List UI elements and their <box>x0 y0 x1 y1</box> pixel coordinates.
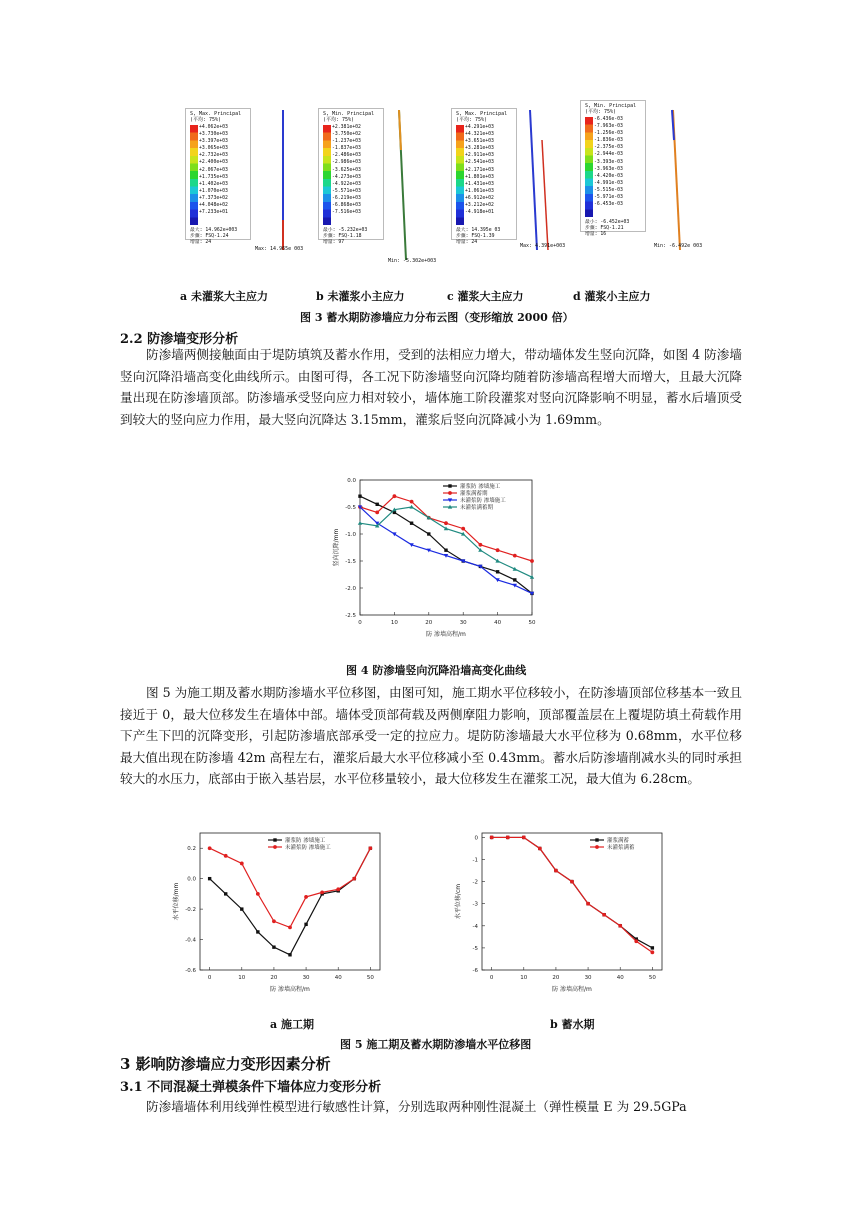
legend-footer-line: 增量: 97 <box>323 240 345 245</box>
plot-frame <box>200 833 380 970</box>
x-tick-label: 20 <box>552 975 560 981</box>
y-tick-label: -1.0 <box>345 532 356 538</box>
legend-value: -1.836e-03 <box>594 138 623 144</box>
data-point <box>375 511 379 515</box>
x-axis-label: 防 渗墙高程/m <box>552 986 592 993</box>
legend-value: -5.571e+03 <box>332 188 361 194</box>
data-point <box>272 919 276 923</box>
y-tick-label: -3 <box>472 901 478 908</box>
x-tick-label: 20 <box>425 620 433 626</box>
x-tick-label: 30 <box>459 620 467 626</box>
x-tick-label: 10 <box>520 975 528 981</box>
legend-value: +7.233e+01 <box>199 210 228 216</box>
legend-value: -5.515e-03 <box>594 187 623 193</box>
y-tick-label: 0.2 <box>187 846 196 853</box>
x-tick-label: 30 <box>584 975 592 981</box>
data-point <box>352 877 356 881</box>
data-point <box>368 846 372 850</box>
data-point <box>240 862 244 866</box>
legend-value: +2.911e+03 <box>465 153 494 159</box>
legend-value: +2.067e+03 <box>199 167 228 173</box>
plot-frame <box>482 833 662 970</box>
fig3-caption: 图 3 蓄水期防渗墙应力分布云图（变形缩放 2000 倍） <box>300 311 574 324</box>
legend-footer-line: 最小: -5.232e+03 <box>323 228 368 233</box>
data-point <box>256 930 259 933</box>
legend-footer-line: 增量: 16 <box>585 232 607 237</box>
fig5b-chart <box>450 828 672 998</box>
data-point <box>554 869 558 873</box>
legend-title: S, Min. Principal (平均: 75%) <box>323 111 375 123</box>
x-tick-label: 50 <box>648 975 656 981</box>
legend-value: -6.436e-03 <box>594 117 623 122</box>
legend-value: +1.431e+03 <box>465 181 494 187</box>
y-tick-label: 0 <box>474 835 478 842</box>
data-point <box>288 925 292 929</box>
legend-marker <box>448 491 452 495</box>
y-tick-label: -0.4 <box>185 937 196 944</box>
section-3-1-paragraph: 防渗墙墙体利用线弹性模型进行敏感性计算，分别选取两种刚性混凝土（弹性模量 E 为 29.5GPa <box>146 1099 687 1114</box>
legend-marker <box>595 845 599 849</box>
data-point <box>490 836 494 840</box>
data-point <box>618 924 622 928</box>
y-tick-label: -2 <box>472 879 478 886</box>
legend-value: +3.397e+03 <box>199 139 228 145</box>
legend-value: +3.065e+03 <box>199 146 228 152</box>
legend-value: -7.963e-03 <box>594 124 623 130</box>
series-line <box>360 507 532 577</box>
min-label-d: Min: -6.492e 003 <box>654 243 703 249</box>
y-tick-label: -1.5 <box>345 559 356 565</box>
fig5-description-paragraph: 图 5 为施工期及蓄水期防渗墙水平位移图，由图可知，施工期水平位移较小，在防渗墙顶部位移基本一致且接近于 0，最大位移发生在墙体中部。墙体受顶部荷载及两侧摩阻力影响，顶部覆盖层在上覆堤防填土荷载作用下产生下凹的沉降变形，引起防渗墙底部承受一定的拉应力。堤防防渗墙最大水平位移为 0.68mm，水平位移最大值出现在防渗墙 42m 高程左右，灌浆后最大水平位移减小至 0.43mm。蓄水后防渗墙削减水头的同时承担较大的水压力，底部由于嵌入基岩层，水平位移量较小，最大位移发生在灌浆工况，最大值为 6.28cm。 <box>120 685 742 786</box>
data-point <box>634 939 638 943</box>
data-point <box>506 836 510 840</box>
legend-value: -4.420e-03 <box>594 173 623 179</box>
data-point <box>496 570 499 573</box>
legend-label: 未灌浆防 渗墙施工 <box>460 498 506 504</box>
legend-value: +2.732e+03 <box>199 153 228 159</box>
y-tick-label: 0.0 <box>347 478 356 484</box>
x-tick-label: 0 <box>489 975 494 981</box>
x-tick-label: 0 <box>207 975 212 981</box>
legend-marker <box>273 845 277 849</box>
legend-value: -6.868e+03 <box>332 203 361 209</box>
legend-value: +3.281e+03 <box>465 146 494 152</box>
data-point <box>304 895 308 899</box>
legend-value: -4.918e+01 <box>465 210 494 216</box>
data-point <box>358 495 361 498</box>
data-point <box>376 503 379 506</box>
legend-value: +7.373e+02 <box>199 195 228 201</box>
x-tick-label: 50 <box>528 620 536 626</box>
y-tick-label: -2.5 <box>345 613 356 619</box>
legend-value: -3.963e-03 <box>594 166 623 172</box>
legend-value: +4.321e+03 <box>465 132 494 138</box>
legend-value: -4.991e-03 <box>594 180 623 186</box>
fig3-label-b: b 未灌浆小主应力 <box>316 290 405 303</box>
max-label-a: Max: 14.965e 003 <box>255 246 304 252</box>
legend-value: +2.400e+03 <box>199 160 228 166</box>
legend-value: +1.061e+03 <box>465 188 494 194</box>
legend-marker <box>595 838 598 841</box>
data-point <box>240 907 243 910</box>
legend-footer-line: 增量: 24 <box>190 240 212 245</box>
x-tick-label: 10 <box>390 620 398 626</box>
data-point <box>479 543 483 547</box>
data-point <box>304 923 307 926</box>
data-point <box>288 953 291 956</box>
data-point <box>444 549 447 552</box>
section-2-2-heading: 2.2 防渗墙变形分析 <box>120 332 239 347</box>
fig3-label-c: c 灌浆大主应力 <box>447 290 524 303</box>
data-point <box>224 854 228 858</box>
legend-value: +2.381e+02 <box>332 125 361 130</box>
series-line <box>360 496 532 593</box>
x-tick-label: 50 <box>366 975 374 981</box>
data-point <box>444 521 448 525</box>
data-point <box>208 877 211 880</box>
min-label-b: Min: -5.302e+003 <box>388 258 437 264</box>
legend-value: +4.291e+03 <box>465 125 494 130</box>
y-axis-label: 水平位移/mm <box>173 882 180 921</box>
fig4-chart <box>325 470 545 645</box>
legend-label: 未灌浆防 渗墙施工 <box>285 845 331 851</box>
legend-title: S, Max. Principal (平均: 75%) <box>190 111 242 123</box>
legend-footer-line: 最大: 14.395e 03 <box>456 228 501 233</box>
section-3-heading: 3 影响防渗墙应力变形因素分析 <box>120 1055 331 1073</box>
legend-footer-line: 增量: 24 <box>456 240 478 245</box>
series-line <box>210 848 371 955</box>
y-tick-label: -0.6 <box>185 968 196 974</box>
fig3-label-a: a 未灌浆大主应力 <box>180 290 268 303</box>
y-tick-label: -4 <box>472 923 478 930</box>
legend-value: +1.402e+03 <box>199 181 228 187</box>
legend-value: -5.971e-03 <box>594 195 623 201</box>
fig4-caption: 图 4 防渗墙竖向沉降沿墙高变化曲线 <box>346 664 527 677</box>
series-line <box>210 848 371 927</box>
legend-value: -4.922e+03 <box>332 181 361 187</box>
y-tick-label: -1 <box>472 857 478 864</box>
data-point <box>538 847 542 851</box>
x-tick-label: 0 <box>358 620 362 626</box>
legend-marker <box>448 484 451 487</box>
legend-marker <box>273 838 276 841</box>
data-point <box>513 554 517 558</box>
legend-value: -6.453e-03 <box>594 202 623 208</box>
legend-label: 未灌浆满蓄期 <box>460 505 494 511</box>
legend-value: +4.062e+03 <box>199 125 228 130</box>
legend-value: +6.912e+02 <box>465 195 494 201</box>
fig5-label-a: a 施工期 <box>270 1018 314 1031</box>
legend-value: +1.735e+03 <box>199 174 228 180</box>
legend-value: -4.273e+03 <box>332 174 361 180</box>
legend-footer-line: 步骤: FSQ-1.39 <box>456 234 495 239</box>
fig5a-chart <box>168 828 390 998</box>
y-tick-label: -0.2 <box>185 907 196 914</box>
legend-title: S, Max. Principal (平均: 75%) <box>456 111 508 123</box>
data-point <box>530 559 534 563</box>
data-point <box>602 913 606 917</box>
data-point <box>513 578 516 581</box>
y-tick-label: 0.0 <box>187 876 196 883</box>
x-tick-label: 40 <box>494 620 502 626</box>
x-tick-label: 30 <box>302 975 310 981</box>
data-point <box>224 892 227 895</box>
legend-value: +1.070e+03 <box>199 188 228 194</box>
data-point <box>586 902 590 906</box>
legend-footer-line: 最小: -6.452e+03 <box>585 220 630 225</box>
legend-value: -3.393e-03 <box>594 159 623 165</box>
legend-value: +3.730e+03 <box>199 132 228 138</box>
legend-value: -2.486e+03 <box>332 153 361 159</box>
series-line <box>492 837 653 952</box>
legend-label: 灌浆防 渗墙施工 <box>460 484 501 490</box>
max-label-c: Max: 4.391e+003 <box>520 243 566 249</box>
y-axis-label: 水平位移/cm <box>455 883 462 920</box>
legend-value: -3.625e+03 <box>332 167 361 173</box>
legend-value: +1.801e+03 <box>465 174 494 180</box>
data-point <box>461 527 465 531</box>
legend-label: 未灌浆满蓄 <box>607 845 635 851</box>
legend-value: +3.212e+02 <box>465 203 494 209</box>
data-point <box>650 950 654 954</box>
legend-title: S, Min. Principal (平均: 75%) <box>585 103 637 115</box>
fig3-label-d: d 灌浆小主应力 <box>573 290 651 303</box>
y-tick-label: -0.5 <box>345 505 356 511</box>
legend-value: -1.256e-03 <box>594 131 623 137</box>
legend-value: +4.048e+02 <box>199 203 228 209</box>
data-point <box>522 836 526 840</box>
legend-value: +2.171e+03 <box>465 167 494 173</box>
legend-value: -6.219e+03 <box>332 195 361 201</box>
fig5-label-b: b 蓄水期 <box>550 1018 595 1031</box>
legend-label: 灌浆防 渗墙施工 <box>285 838 326 844</box>
legend-label: 灌浆满蓄期 <box>460 491 488 497</box>
section-3-1-heading: 3.1 不同混凝土弹模条件下墙体应力变形分析 <box>120 1080 382 1095</box>
y-tick-label: -6 <box>472 968 478 974</box>
legend-footer-line: 步骤: FSQ-1.18 <box>323 234 362 239</box>
x-tick-label: 20 <box>270 975 278 981</box>
legend-value: -2.944e-03 <box>594 152 623 158</box>
legend-value: +3.651e+03 <box>465 139 494 145</box>
data-point <box>410 522 413 525</box>
legend-footer-line: 步骤: FSQ-1.21 <box>585 226 624 231</box>
legend-value: -1.237e+03 <box>332 139 361 145</box>
legend-value: -2.986e+03 <box>332 160 361 166</box>
x-tick-label: 40 <box>334 975 342 981</box>
x-tick-label: 10 <box>238 975 246 981</box>
data-point <box>410 500 414 504</box>
legend-value: -7.516e+03 <box>332 210 361 216</box>
legend-value: -3.750e+02 <box>332 132 361 138</box>
legend-value: -2.375e-03 <box>594 145 623 151</box>
data-point <box>496 548 500 552</box>
x-axis-label: 防 渗墙高程/m <box>270 986 310 993</box>
series-line <box>492 837 653 947</box>
section-2-2-paragraph: 防渗墙两侧接触面由于堤防填筑及蓄水作用，受到的法相应力增大，带动墙体发生竖向沉降，如图 4 防渗墙竖向沉降沿墙高变化曲线所示。由图可得，各工况下防渗墙竖向沉降均随着防渗墙高程增大而增大，且最大沉降量出现在防渗墙顶部。防渗墙承受竖向应力相对较小，墙体施工阶段灌浆对竖向沉降影响不明显，蓄水后墙顶受到较大的竖向应力作用，最大竖向沉降达 3.15mm，灌浆后竖向沉降减小为 1.69mm。 <box>120 347 742 427</box>
data-point <box>393 494 397 498</box>
legend-footer-line: 最大: 14.962e+003 <box>190 228 238 233</box>
legend-value: -1.837e+03 <box>332 146 361 152</box>
x-tick-label: 40 <box>616 975 624 981</box>
legend-footer-line: 步骤: FSQ-1.24 <box>190 234 229 239</box>
y-axis-label: 竖向沉降/mm <box>333 528 340 567</box>
fig5-caption: 图 5 施工期及蓄水期防渗墙水平位移图 <box>340 1038 532 1051</box>
data-point <box>272 945 275 948</box>
data-point <box>427 532 430 535</box>
data-point <box>570 880 574 884</box>
y-tick-label: -5 <box>472 945 478 952</box>
data-point <box>208 846 212 850</box>
data-point <box>651 946 654 949</box>
legend-label: 灌浆满蓄 <box>607 838 630 844</box>
legend-value: +2.541e+03 <box>465 160 494 166</box>
data-point <box>320 890 324 894</box>
x-axis-label: 防 渗墙高程/m <box>426 631 466 638</box>
y-tick-label: -2.0 <box>345 586 356 592</box>
data-point <box>336 887 340 891</box>
data-point <box>256 892 260 896</box>
